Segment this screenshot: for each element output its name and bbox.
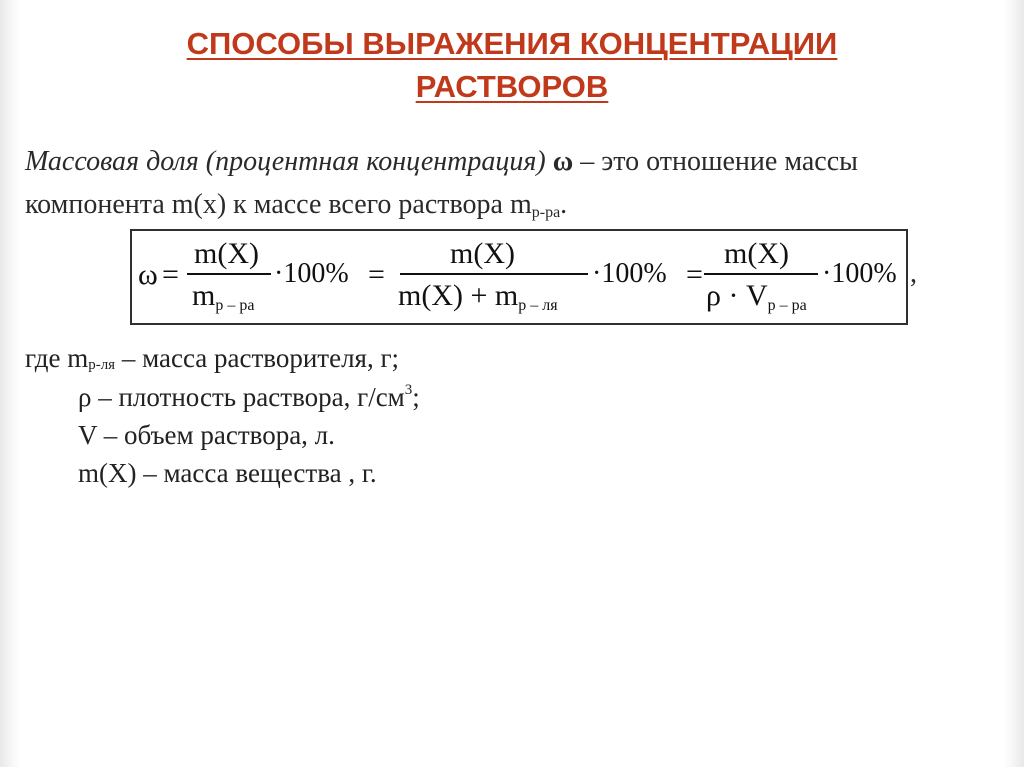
fraction1-bar [187, 273, 271, 275]
intro-text-2: компонента m(х) к массе всего раствора m [25, 189, 532, 220]
intro-subscript: р-ра [531, 204, 561, 221]
definition-solvent-mass: где $m_{р-ля}$ – масса растворителя, г; [25, 343, 400, 373]
definition-density: ρ – плотность раствора, $г/см^3$; [78, 382, 420, 412]
fraction3-bar [704, 273, 818, 275]
fraction2-denominator: $m(X) + m_{р - ля}$ [398, 279, 558, 314]
intro-text-1: – это отношение массы [580, 146, 858, 177]
title-line-2: РАСТВОРОВ [415, 69, 609, 104]
fraction3-denominator: $\rho \cdot V_{р - ра}$ [706, 279, 807, 314]
formula-mult-3: ·100% [822, 258, 897, 289]
formula-eq-3: = [686, 258, 703, 291]
fraction2-bar [400, 273, 588, 275]
slide-frame-right [1004, 0, 1024, 767]
fraction2-numerator: m(X) [450, 237, 515, 270]
formula-omega: ω [138, 258, 158, 291]
fraction3-numerator: m(X) [724, 237, 789, 270]
intro-period: . [560, 189, 568, 220]
intro-paragraph [25, 140, 858, 234]
intro-term: Массовая доля (процентная концентрация) [25, 146, 546, 177]
formula-box [130, 229, 908, 325]
formula-mult-1: ·100% [274, 258, 349, 289]
definition-volume: V – объем раствора, л. [78, 420, 335, 450]
intro-omega: ω [552, 146, 574, 177]
formula-trailing-comma: , [910, 258, 917, 289]
formula-eq-2: = [368, 258, 385, 291]
formula-eq-1: = [162, 258, 179, 291]
title-line-1: СПОСОБЫ ВЫРАЖЕНИЯ КОНЦЕНТРАЦИИ [186, 26, 838, 61]
fraction1-denominator: $m_{р - ра}$ [192, 279, 255, 314]
slide-frame-left [0, 0, 20, 767]
formula-mult-2: ·100% [592, 258, 667, 289]
fraction1-numerator: m(X) [194, 237, 259, 270]
definition-substance-mass: m(X) – масса вещества , г. [78, 458, 377, 488]
